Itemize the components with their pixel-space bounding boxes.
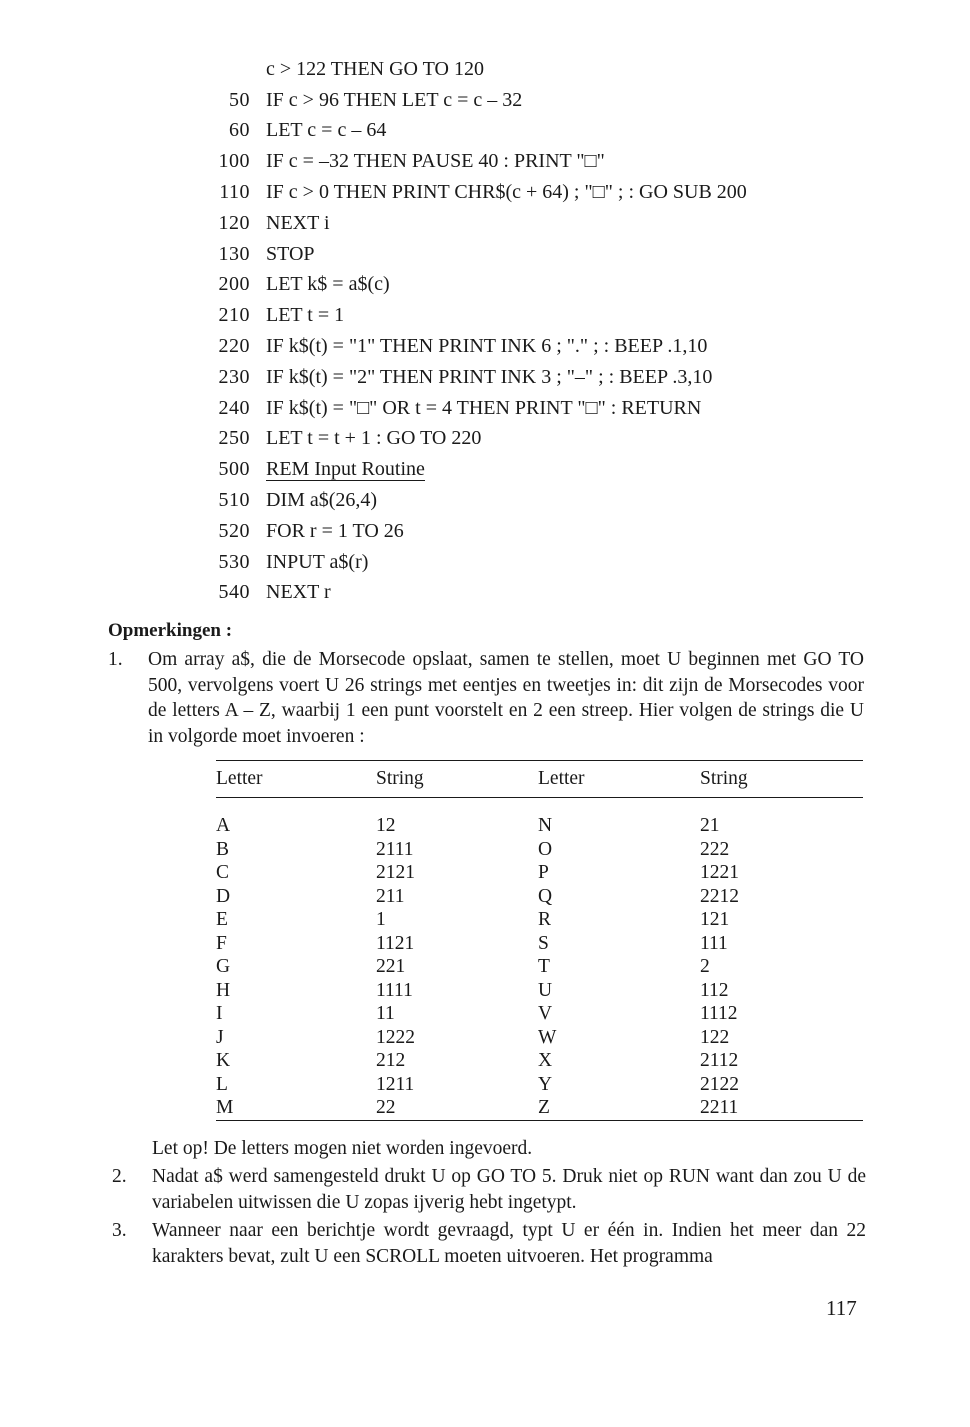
table-cell: 2122: [700, 1073, 739, 1095]
line-number: 500: [218, 458, 250, 481]
table-cell: 12: [376, 815, 396, 836]
line-code: c > 122 THEN GO TO 120: [266, 57, 484, 80]
line-number: 520: [218, 519, 250, 542]
table-cell: X: [538, 1050, 553, 1071]
table-cell: 2211: [700, 1096, 863, 1120]
line-code: LET k$ = a$(c): [266, 273, 390, 296]
code-line: [200, 239, 900, 270]
note-number: 1.: [108, 649, 123, 670]
line-number: 60: [229, 119, 250, 142]
table-row: [216, 1073, 863, 1097]
line-number: 50: [229, 88, 250, 111]
table-cell: U: [538, 979, 553, 1001]
line-number: 200: [218, 273, 250, 296]
code-line: [200, 424, 900, 455]
table-cell: C: [216, 862, 230, 883]
column-header: Letter: [216, 761, 376, 798]
code-line: [200, 300, 900, 331]
note-text: Om array a$, die de Morsecode opslaat, samen te stellen, moet U beginnen met GO TO 500, vervolgens voert U 26 strings met eentjes en tweetjes in: dit zijn de Morsecodes voor de letters A – Z, waarbij 1 een punt voorstelt en 2 een streep. Hier volgen de strings die U in volgorde moet invoeren :: [148, 649, 864, 747]
table-cell: N: [538, 815, 553, 836]
line-number: 230: [218, 365, 250, 388]
table-row: [216, 1096, 863, 1120]
line-code: DIM a$(26,4): [266, 489, 378, 512]
table-cell: 2112: [700, 1050, 739, 1071]
table-cell: R: [538, 909, 552, 930]
column-header: Letter: [538, 761, 700, 798]
table-cell: D: [216, 885, 231, 907]
table-row: [216, 979, 863, 1003]
table-row: [216, 885, 863, 909]
table-cell: B: [216, 838, 230, 860]
line-code: REM Input Routine: [266, 458, 425, 481]
table-cell: G: [216, 956, 231, 977]
table-cell: 222: [700, 838, 730, 860]
table-row: [216, 1002, 863, 1026]
table-cell: 2121: [376, 862, 415, 883]
table-cell: Z: [538, 1096, 700, 1120]
table-cell: O: [538, 838, 553, 860]
note-number: 3.: [112, 1220, 127, 1241]
table-cell: H: [216, 979, 231, 1001]
table-row: [216, 861, 863, 885]
code-line: [200, 362, 900, 393]
table-cell: 212: [376, 1050, 406, 1071]
line-code: IF k$(t) = "1" THEN PRINT INK 6 ; "." ; : BEEP .1,10: [266, 335, 708, 358]
table-cell: V: [538, 1003, 553, 1024]
table-row: [216, 1049, 863, 1073]
line-code: NEXT r: [266, 581, 331, 604]
page-number: 117: [826, 1296, 857, 1320]
table-cell: K: [216, 1050, 231, 1071]
table-cell: A: [216, 815, 231, 836]
table-cell: 122: [700, 1026, 730, 1048]
program-listing: [200, 54, 900, 608]
note-text: Wanneer naar een berichtje wordt gevraagd, typt U er één in. Indien het meer dan 22 karakters bevat, zult U een SCROLL moeten uitvoeren. Het programma: [152, 1220, 866, 1267]
code-line: [200, 116, 900, 147]
note-text: Nadat a$ werd samengesteld drukt U op GO TO 5. Druk niet op RUN want dan zou U de variabelen uitwissen die U zopas ijverig hebt ingetypt.: [152, 1166, 866, 1213]
table-cell: I: [216, 1003, 223, 1024]
line-number: 510: [218, 489, 250, 512]
table-row: [216, 955, 863, 979]
code-line: [200, 485, 900, 516]
table-cell: M: [216, 1096, 376, 1120]
column-header: String: [700, 761, 863, 798]
table-cell: 1221: [700, 862, 739, 883]
table-row: [216, 838, 863, 862]
line-code: IF c > 0 THEN PRINT CHR$(c + 64) ; "□" ; : GO SUB 200: [266, 181, 747, 204]
numbered-note: [112, 1218, 866, 1269]
line-code: LET t = t + 1 : GO TO 220: [266, 427, 482, 450]
table-cell: 1112: [700, 1003, 738, 1024]
line-code: IF k$(t) = "2" THEN PRINT INK 3 ; "–" ; : BEEP .3,10: [266, 365, 713, 388]
code-line: [200, 516, 900, 547]
line-code: IF c = –32 THEN PAUSE 40 : PRINT "□": [266, 150, 605, 173]
table-cell: P: [538, 862, 549, 883]
table-cell: F: [216, 932, 227, 954]
table-cell: 121: [700, 909, 730, 930]
line-code: STOP: [266, 242, 315, 265]
line-number: 210: [218, 304, 250, 327]
table-cell: 2: [700, 956, 710, 977]
table-header-row: [216, 761, 863, 798]
table-cell: L: [216, 1073, 228, 1095]
code-line: [200, 177, 900, 208]
table-cell: 221: [376, 956, 406, 977]
table-cell: Q: [538, 885, 553, 907]
table-row: [216, 908, 863, 932]
code-line: [200, 85, 900, 116]
line-code: NEXT i: [266, 211, 330, 234]
code-line: [200, 208, 900, 239]
table-cell: 1222: [376, 1026, 415, 1048]
code-line: [200, 578, 900, 609]
table-cell: J: [216, 1026, 224, 1048]
line-code: FOR r = 1 TO 26: [266, 519, 404, 542]
table-cell: 1211: [376, 1073, 415, 1095]
code-line: [200, 393, 900, 424]
code-line: [200, 270, 900, 301]
table-cell: 22: [376, 1096, 538, 1120]
table-row: [216, 798, 863, 838]
remarks-heading: Opmerkingen :: [108, 620, 233, 641]
table-cell: T: [538, 956, 550, 977]
code-line: [200, 146, 900, 177]
note-number: 2.: [112, 1166, 127, 1187]
table-cell: E: [216, 909, 228, 930]
code-line: [200, 454, 900, 485]
line-code: IF c > 96 THEN LET c = c – 32: [266, 88, 523, 111]
line-code: IF k$(t) = "□" OR t = 4 THEN PRINT "□" : RETURN: [266, 396, 702, 419]
line-number: 100: [218, 150, 250, 173]
code-line: [200, 547, 900, 578]
table-cell: 1121: [376, 932, 415, 954]
line-number: 220: [218, 335, 250, 358]
line-number: 530: [218, 550, 250, 573]
line-number: 540: [218, 581, 250, 604]
numbered-note: [112, 1164, 866, 1215]
table-cell: 211: [376, 885, 405, 907]
column-header: String: [376, 761, 538, 798]
line-number: 130: [218, 242, 250, 265]
table-cell: 1: [376, 909, 386, 930]
line-number: 240: [218, 396, 250, 419]
line-code: INPUT a$(r): [266, 550, 369, 573]
table-cell: 112: [700, 979, 729, 1001]
table-cell: Y: [538, 1073, 553, 1095]
morse-code-table: [216, 760, 863, 1121]
table-row: [216, 1026, 863, 1050]
line-number: 120: [218, 211, 250, 234]
code-line: [200, 331, 900, 362]
table-cell: S: [538, 932, 549, 954]
line-number: 110: [219, 181, 250, 204]
table-cell: 2212: [700, 885, 739, 907]
table-cell: 21: [700, 815, 720, 836]
table-cell: W: [538, 1026, 557, 1048]
table-cell: 2111: [376, 838, 414, 860]
table-cell: 11: [376, 1003, 395, 1024]
table-cell: 1111: [376, 979, 413, 1001]
line-code: LET c = c – 64: [266, 119, 387, 142]
table-row: [216, 932, 863, 956]
code-line: [200, 54, 900, 85]
line-number: 250: [218, 427, 250, 450]
table-cell: 111: [700, 932, 728, 954]
line-code: LET t = 1: [266, 304, 345, 327]
table-note: Let op! De letters mogen niet worden ingevoerd.: [152, 1138, 533, 1159]
numbered-note: [108, 647, 864, 749]
